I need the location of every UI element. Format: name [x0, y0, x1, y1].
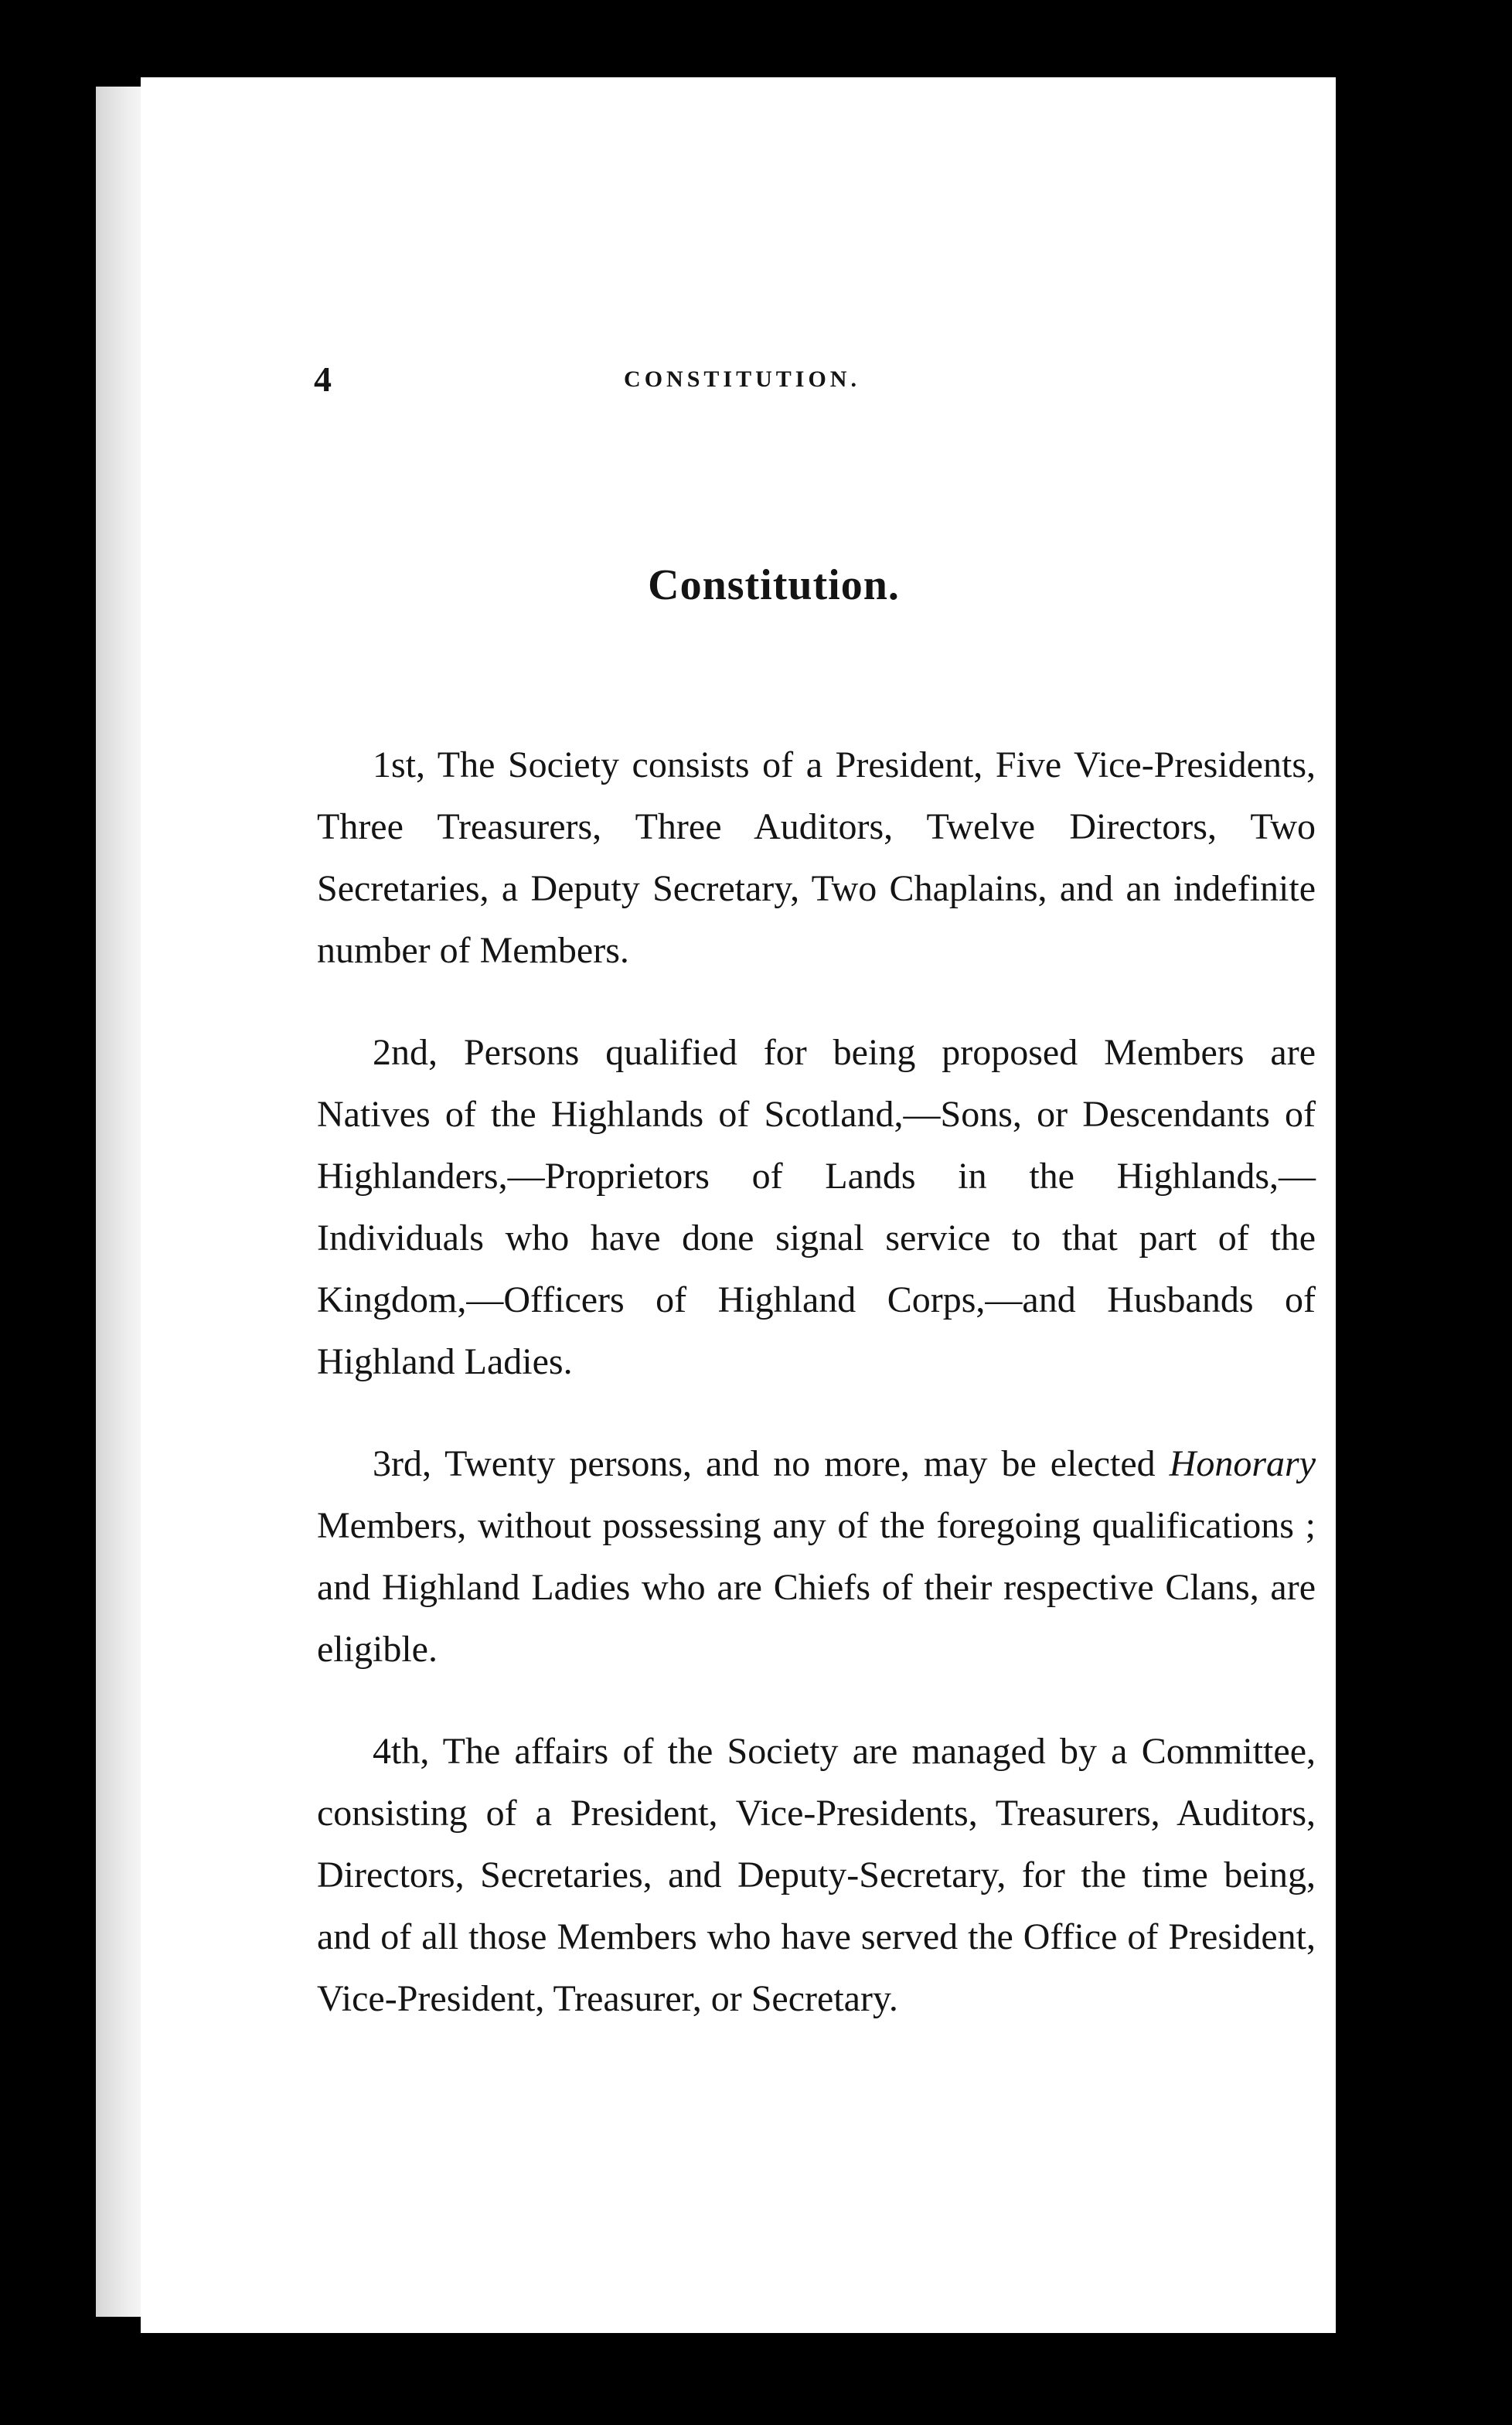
- article-2: 2nd, Persons qualified for being proposed Members are Natives of the Highlands of Scotland,—Sons, or Descendants of Highlanders,—Proprietors of Lands in the Highlands,—Individuals who have done signal service to that part of the Kingdom,—Officers of Highland Corps,—and Husbands of Highland Ladies.: [317, 1032, 1316, 1382]
- article-4: 4th, The affairs of the Society are managed by a Committee, consisting of a President, Vice-Presidents, Treasurers, Auditors, Directors, Secretaries, and Deputy-Secretary, for the time being, and of all those Members who have served the Office of President, Vice-President, Treasurer, or Secretary.: [317, 1731, 1316, 2019]
- running-title: CONSTITUTION.: [624, 366, 860, 392]
- constitution-body: [317, 734, 1316, 2070]
- running-head: [141, 356, 1336, 417]
- article-1: 1st, The Society consists of a President, Five Vice-Presidents, Three Treasurers, Three Auditors, Twelve Directors, Two Secretaries, a Deputy Secretary, Two Chaplains, and an indefinite number of Members.: [317, 744, 1316, 971]
- section-heading: Constitution.: [648, 561, 900, 609]
- article-3: [317, 1433, 1316, 1681]
- article-3-text-end: Members, without possessing any of the foregoing qualifications ; and Highland Ladies who are Chiefs of their respective Clans, are eligible.: [317, 1505, 1316, 1670]
- book-page: [141, 77, 1336, 2333]
- article-3-emphasis: Honorary: [1169, 1443, 1316, 1484]
- page-number: 4: [314, 359, 332, 399]
- article-3-text-start: 3rd, Twenty persons, and no more, may be elected: [373, 1443, 1170, 1484]
